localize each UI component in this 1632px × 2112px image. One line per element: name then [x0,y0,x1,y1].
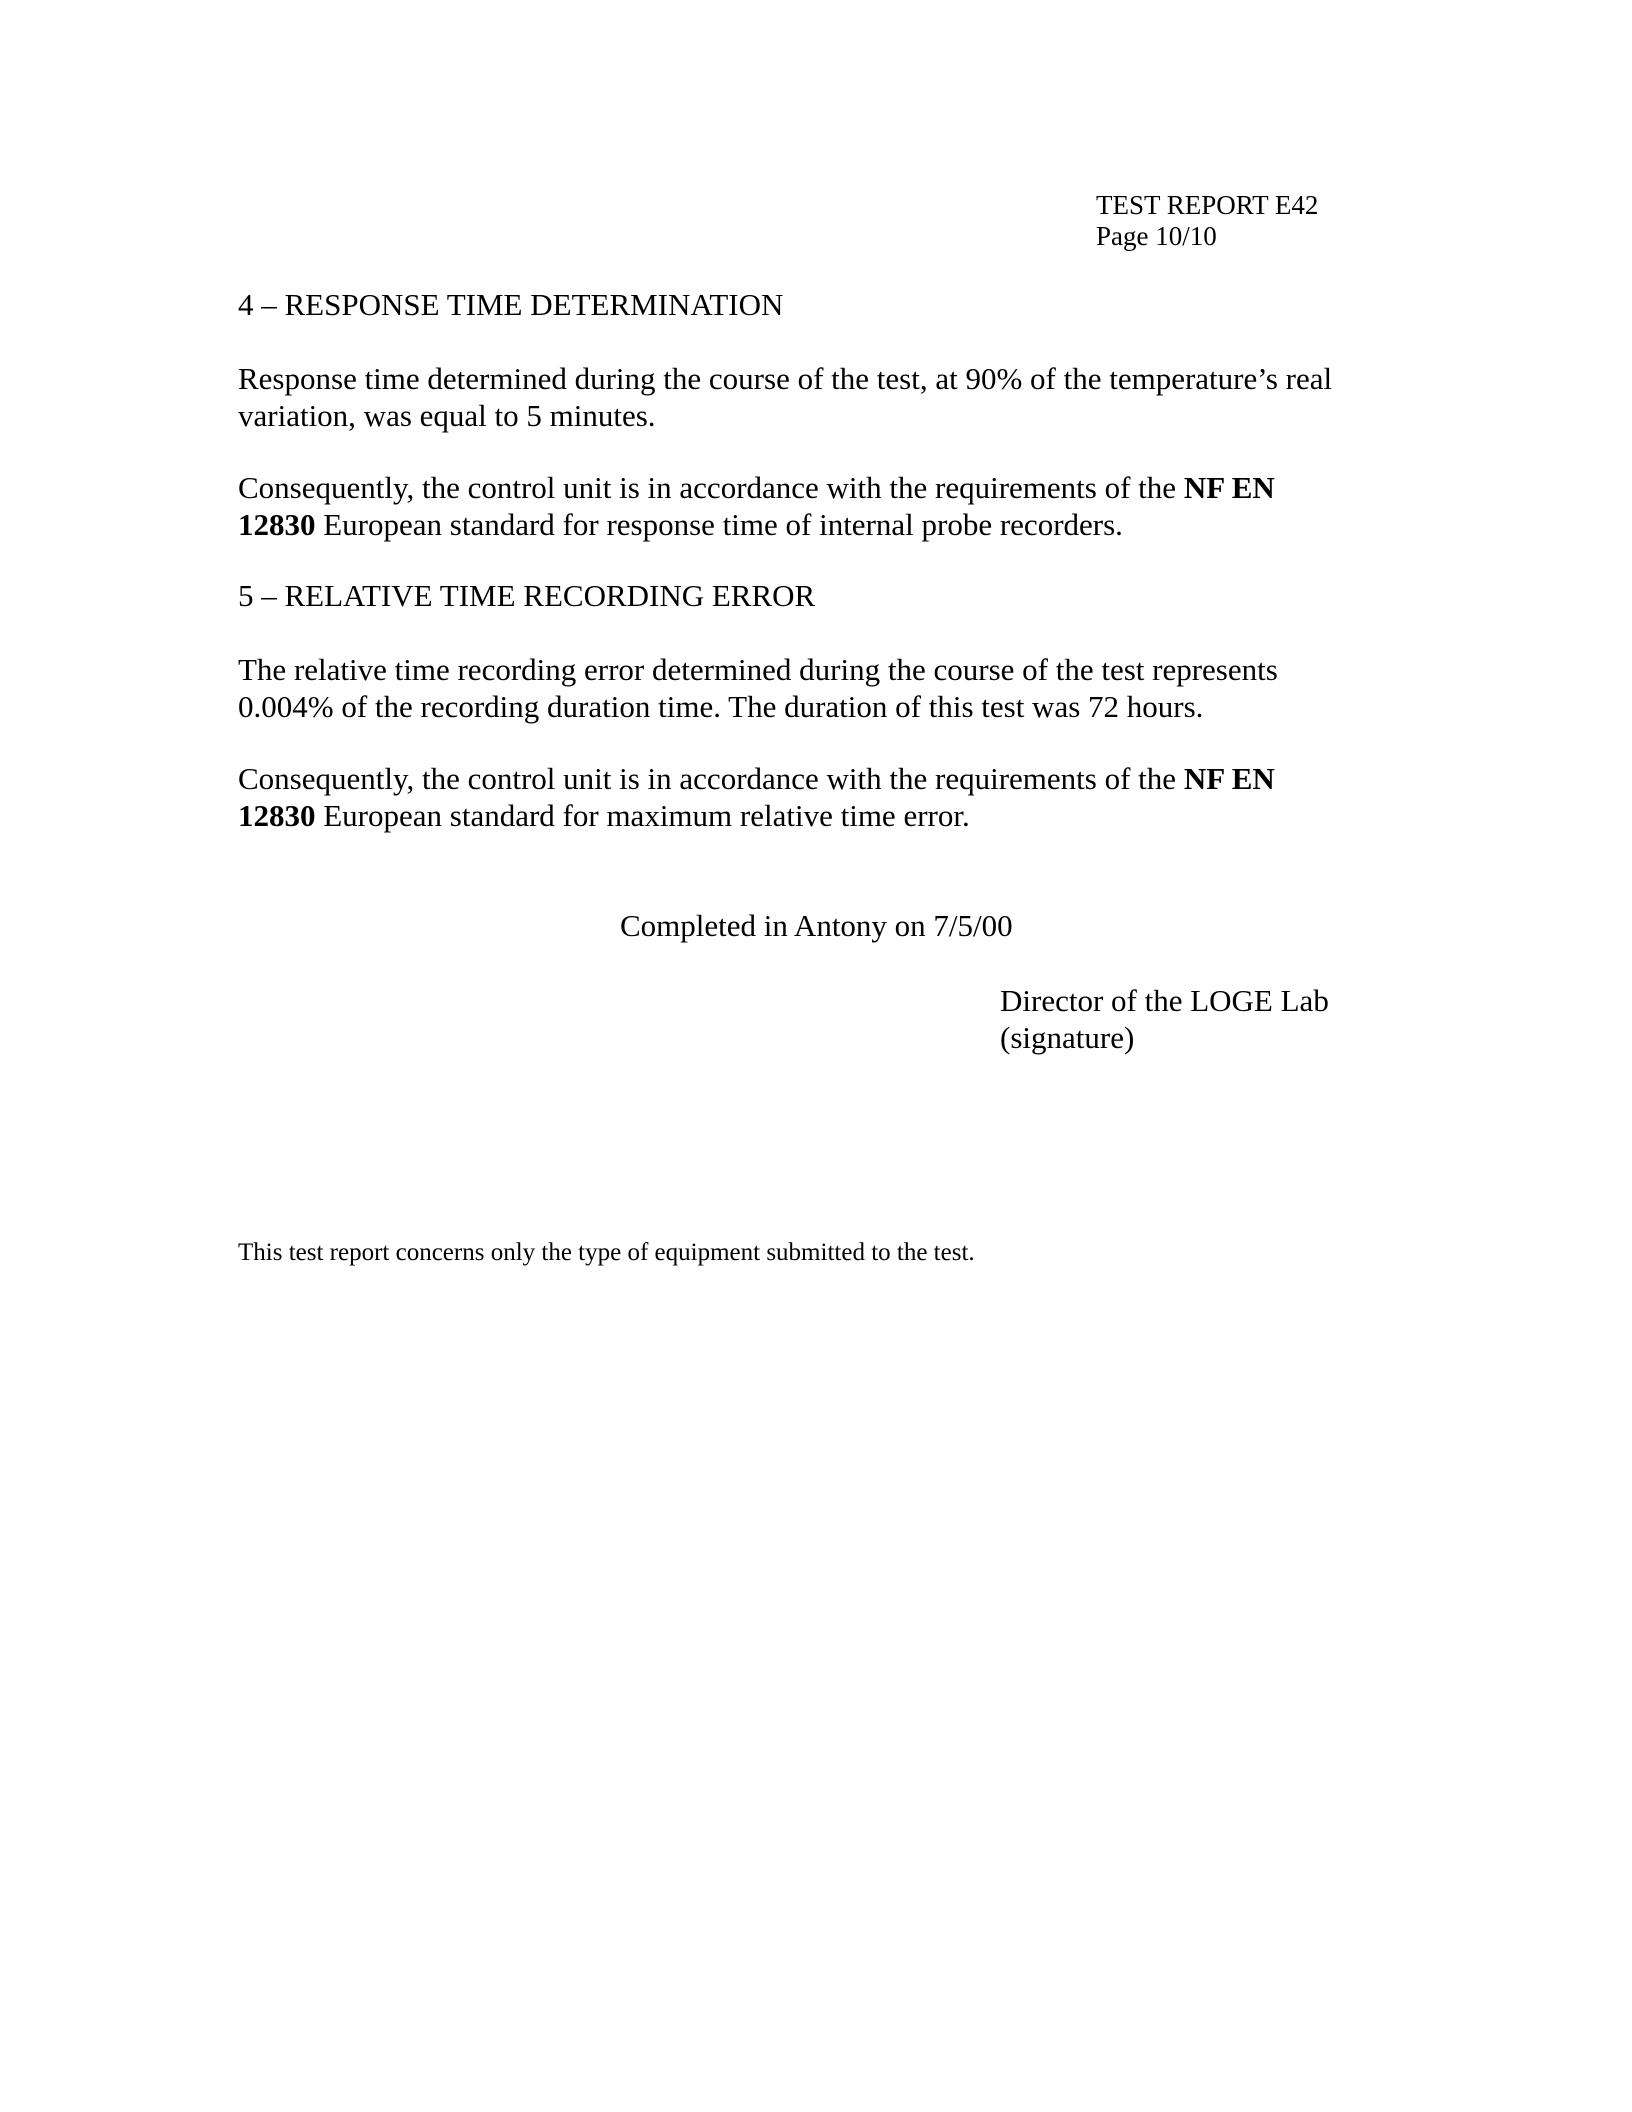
footer-note: This test report concerns only the type of equipment submitted to the test. [238,1239,975,1266]
section-5-paragraph-1 [238,651,1418,725]
standard-number-bold: 12830 [238,507,316,542]
signature-block [1000,982,1329,1056]
paragraph-text: European standard for maximum relative time error. [315,798,970,833]
page-number: Page 10/10 [1096,221,1217,251]
paragraph-text: European standard for response time of internal probe recorders. [315,507,1123,542]
section-5-heading: 5 – RELATIVE TIME RECORDING ERROR [238,578,816,613]
standard-number-bold: 12830 [238,798,316,833]
paragraph-text: Consequently, the control unit is in accordance with the requirements of the [238,761,1184,796]
section-4-paragraph-2 [238,469,1418,543]
section-4-paragraph-2-line-2 [238,506,1418,543]
section-5-paragraph-2-line-1 [238,760,1418,797]
section-5-paragraph-2-line-2 [238,797,1418,834]
standard-name-bold: NF EN [1183,761,1275,796]
report-id: TEST REPORT E42 [1096,190,1319,220]
standard-name-bold: NF EN [1183,470,1275,505]
section-5-paragraph-1-line-2: 0.004% of the recording duration time. The duration of this test was 72 hours. [238,689,1204,724]
section-4-paragraph-1 [238,360,1418,434]
section-4-paragraph-1-line-2: variation, was equal to 5 minutes. [238,398,656,433]
signature-placeholder: (signature) [1000,1020,1135,1055]
completion-statement: Completed in Antony on 7/5/00 [620,908,1013,943]
paragraph-text: Consequently, the control unit is in accordance with the requirements of the [238,470,1184,505]
section-4-heading: 4 – RESPONSE TIME DETERMINATION [238,287,784,322]
report-header [1096,190,1318,252]
section-4-paragraph-1-line-1: Response time determined during the course of the test, at 90% of the temperature’s real [238,361,1333,396]
section-5-paragraph-2 [238,760,1418,834]
signatory-title: Director of the LOGE Lab [1000,983,1329,1018]
section-5-paragraph-1-line-1: The relative time recording error determined during the course of the test represents [238,652,1278,687]
section-4-paragraph-2-line-1 [238,469,1418,506]
